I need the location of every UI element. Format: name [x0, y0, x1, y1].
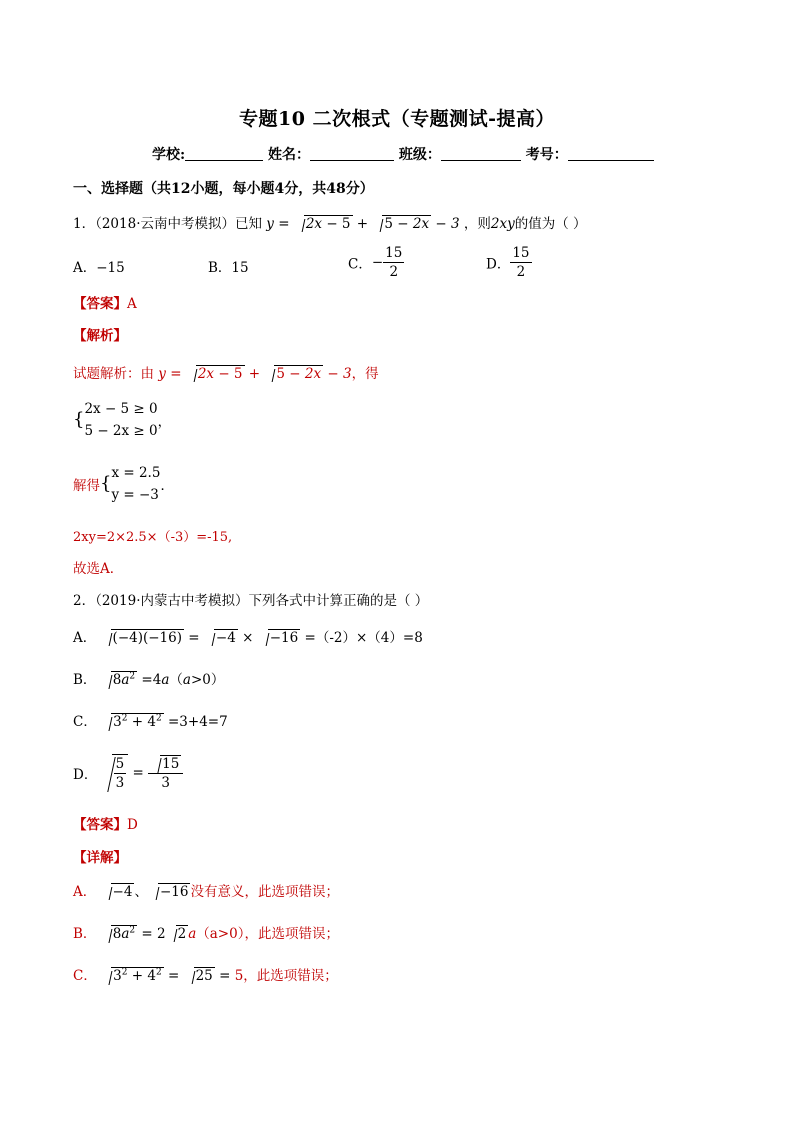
school-label: 学校: [152, 147, 186, 163]
q1-stem-prefix: 1．（2018·云南中考模拟）已知 [73, 216, 262, 232]
q2-detail-label: 【详解】 [73, 850, 127, 866]
answer-label: 【答案】 [73, 296, 127, 312]
q1-option-a[interactable]: A．−15 [73, 260, 125, 276]
q1-stem-middle: ，则 [463, 216, 491, 232]
q1-variable: 2xy [490, 216, 515, 232]
q2-option-d[interactable]: D． $\frac{5}{3}$ = $\frac{15}{3}$ [73, 754, 183, 792]
exam-no-blank[interactable] [568, 146, 654, 161]
student-info-fields [152, 144, 654, 164]
section-heading: 一、选择题（共12小题，每小题4分，共48分） [73, 181, 374, 197]
page-title: 专题10 二次根式（专题测试-提高） [239, 108, 555, 130]
name-label: 姓名： [268, 147, 311, 163]
q1-analysis-label: 【解析】 [73, 328, 127, 344]
q2-detail-a: A． −4 、 −16 没有意义，此选项错误； [73, 884, 339, 900]
q1-option-d[interactable]: D． $\frac{15}{2}$ [486, 245, 530, 280]
school-blank[interactable] [185, 146, 263, 161]
q1-option-c[interactable]: C．− $\frac{15}{2}$ [348, 245, 403, 280]
answer-value: A [127, 296, 137, 312]
q1-analysis-intro: 试题解析：由 y = 2x − 5 + 5 − 2x − 3，得 [73, 366, 379, 382]
q2-option-c[interactable]: C． $3^2 + 4^2 =3+4=7$ [73, 713, 228, 730]
answer-label: 【答案】 [73, 817, 127, 833]
q2-option-b[interactable]: B． $8a^2 =4a(a>0)$ [73, 671, 225, 688]
q1-answer [73, 292, 137, 312]
q1-stem-suffix: 的值为（ ） [514, 216, 587, 232]
q2-option-a[interactable]: A． (−4)(−16) = −4 × −16 =（-2）×（4）=8 [73, 630, 423, 646]
q1-c-fraction: $\frac{15}{2}$ [385, 245, 403, 280]
q1-option-b[interactable]: B．15 [208, 260, 249, 276]
class-blank[interactable] [441, 146, 521, 161]
q2-stem: 2．（2019·内蒙古中考模拟）下列各式中计算正确的是（ ） [73, 593, 429, 609]
q2-detail-c: C． $3^2 + 4^2 = 25 = 5$，此选项错误； [73, 967, 338, 984]
q1-inequality-system: { 2x − 5 ≥ 0 5 − 2x ≥ 0 ， [73, 401, 172, 439]
answer-value: D [127, 817, 138, 833]
q2-detail-b: B． $8a^2 = 2$ 2 a（a>0），此选项错误； [73, 925, 339, 942]
q1-d-fraction: $\frac{15}{2}$ [512, 245, 530, 280]
class-label: 班级： [398, 147, 441, 163]
q1-calculation: 2xy=2×2.5×（-3）=-15, [73, 530, 233, 545]
q1-choose: 故选A． [73, 561, 124, 577]
q1-solution: 解得{ x = 2.5 y = −3 ． [73, 465, 174, 503]
q1-stem [73, 212, 587, 232]
q2-answer [73, 813, 138, 833]
q1-analysis-equation: y = 2x − 5 + 5 − 2x − 3 [158, 366, 352, 382]
exam-no-label: 考号： [525, 147, 568, 163]
name-blank[interactable] [310, 146, 394, 161]
q1-equation: y = 2x − 5 + 5 − 2x − 3 [266, 216, 460, 232]
